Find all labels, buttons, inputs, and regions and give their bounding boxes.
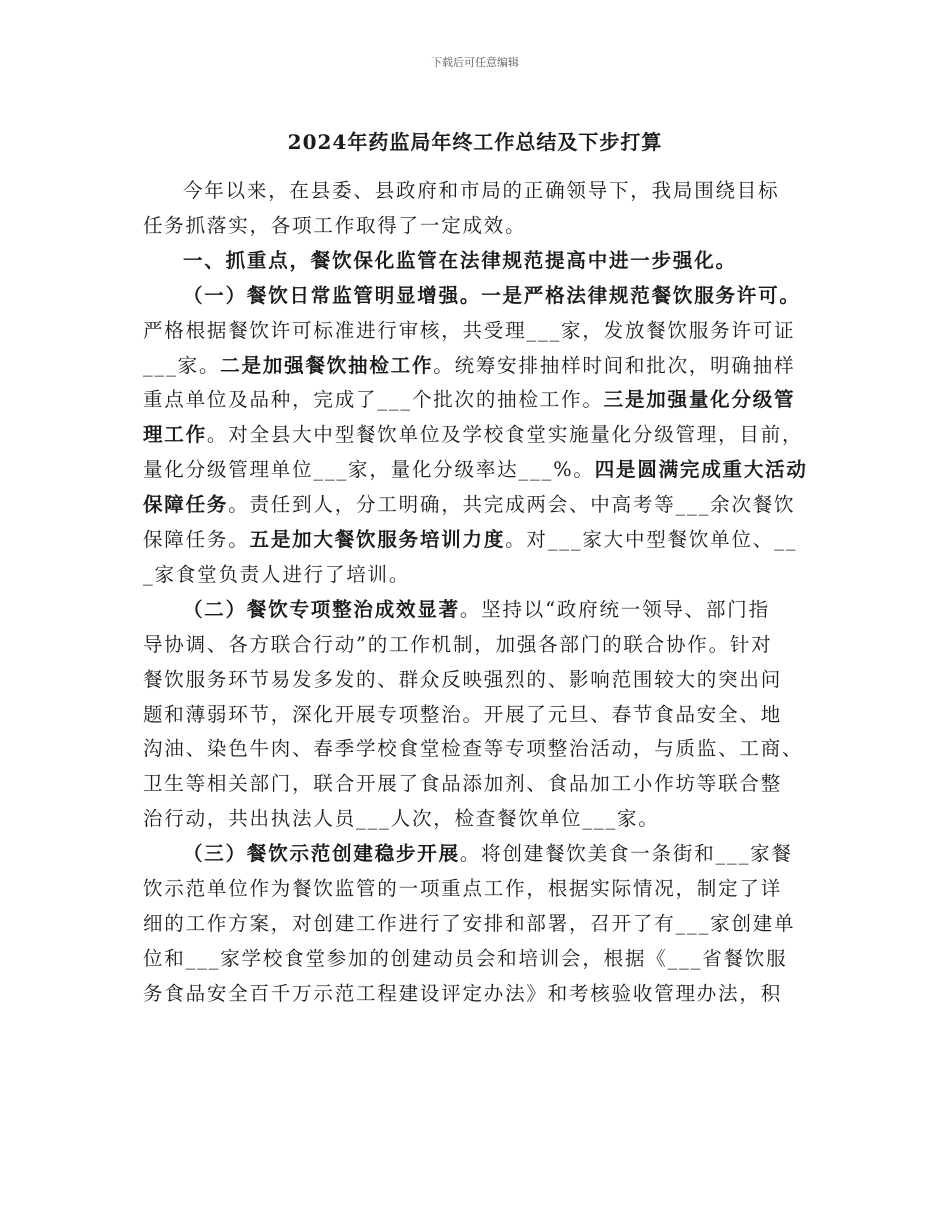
paragraph-line xyxy=(143,280,863,308)
bold-text-segment: 一、抓重点，餐饮保化监管在法律规范提高中进一步强化。 xyxy=(183,248,737,272)
text-segment: 位和___家学校食堂参加的创建动员会和培训会，根据《___省餐饮服 xyxy=(143,946,788,970)
text-segment: 。责任到人，分工明确，共完成两会、中高考等___余次餐饮 xyxy=(228,493,796,517)
text-segment: 严格根据餐饮许可标准进行审核，共受理___家，发放餐饮服务许可证 xyxy=(143,318,796,342)
text-segment: 。对全县大中型餐饮单位及学校食堂实施量化分级管理，目前， xyxy=(206,423,804,447)
paragraph-line xyxy=(143,733,823,761)
paragraph-line xyxy=(143,908,823,936)
paragraph-line xyxy=(143,629,823,657)
paragraph-line xyxy=(143,384,823,412)
paragraph-line xyxy=(143,245,863,273)
paragraph-line xyxy=(143,699,823,727)
paragraph-line xyxy=(143,175,863,203)
paragraph-line xyxy=(143,454,823,482)
text-segment: 题和薄弱环节，深化开展专项整治。开展了元旦、春节食品安全、地 xyxy=(143,702,783,726)
paragraph-line xyxy=(143,838,863,866)
bold-text-segment: （一）餐饮日常监管明显增强。一是严格法律规范餐饮服务许可。 xyxy=(183,283,801,307)
text-segment: 今年以来，在县委、县政府和市局的正确领导下，我局围绕目标 xyxy=(183,179,780,202)
bold-text-segment: 理工作 xyxy=(143,423,207,447)
text-segment: 。将创建餐饮美食一条街和___家餐 xyxy=(459,842,793,866)
text-segment: 沟油、染色牛肉、春季学校食堂检查等专项整治活动，与质监、工商、 xyxy=(143,737,804,761)
text-segment: 饮示范单位作为餐饮监管的一项重点工作，根据实际情况，制定了详 xyxy=(143,877,783,900)
text-segment: 治行动，共出执法人员___人次，检查餐饮单位___家。 xyxy=(143,807,660,831)
text-segment: 务食品安全百千万示范工程建设评定办法》和考核验收管理办法，积 xyxy=(143,981,783,1005)
text-segment: 卫生等相关部门，联合开展了食品添加剂、食品加工小作坊等联合整 xyxy=(143,772,783,796)
text-segment: 。坚持以“政府统一领导、部门指 xyxy=(459,597,770,621)
bold-text-segment: 保障任务 xyxy=(143,493,229,517)
paragraph-line xyxy=(143,350,823,378)
text-segment: 。对___家大中型餐饮单位、__ xyxy=(505,528,798,551)
bold-text-segment: 五是加大餐饮服务培训力度 xyxy=(249,528,506,551)
paragraph-line xyxy=(143,210,823,238)
paragraph-line xyxy=(143,664,823,692)
text-segment: 重点单位及品种，完成了___个批次的抽检工作。 xyxy=(143,388,604,412)
paragraph-line xyxy=(143,768,823,796)
paragraph-line xyxy=(143,419,823,447)
paragraph-line xyxy=(143,873,823,901)
text-segment: 餐饮服务环节易发多发的、群众反映强烈的、影响范围较大的突出问 xyxy=(143,667,783,691)
paragraph-line xyxy=(143,594,863,622)
text-segment: 导协调、各方联合行动”的工作机制，加强各部门的联合协作。针对 xyxy=(143,632,773,656)
document-title: 2024年药监局年终工作总结及下步打算 xyxy=(287,130,663,154)
text-segment: 保障任务。 xyxy=(143,528,250,551)
text-segment: 量化分级管理单位___家，量化分级率达___%。 xyxy=(143,458,595,482)
text-segment: _家食堂负责人进行了培训。 xyxy=(143,562,411,586)
paragraph-line xyxy=(143,803,823,831)
bold-text-segment: （三）餐饮示范创建稳步开展 xyxy=(183,842,460,866)
bold-text-segment: （二）餐饮专项整治成效显著 xyxy=(183,597,460,621)
bold-text-segment: 三是加强量化分级管 xyxy=(603,388,796,412)
bold-text-segment: 二是加强餐饮抽检工作 xyxy=(220,353,434,377)
paragraph-line xyxy=(143,489,823,517)
header-note: 下载后可任意编辑 xyxy=(431,56,519,69)
paragraph-line xyxy=(143,524,823,552)
bold-text-segment: 四是圆满完成重大活动 xyxy=(594,458,808,482)
text-segment: 。统筹安排抽样时间和批次，明确抽样 xyxy=(433,353,796,377)
paragraph-line xyxy=(143,943,823,971)
paragraph-line xyxy=(143,559,823,587)
paragraph-line xyxy=(143,978,823,1006)
text-segment: 任务抓落实，各项工作取得了一定成效。 xyxy=(143,213,527,237)
paragraph-line xyxy=(143,315,823,343)
text-segment: 细的工作方案，对创建工作进行了安排和部署，召开了有___家创建单 xyxy=(143,911,796,935)
text-segment: ___家。 xyxy=(143,353,221,377)
